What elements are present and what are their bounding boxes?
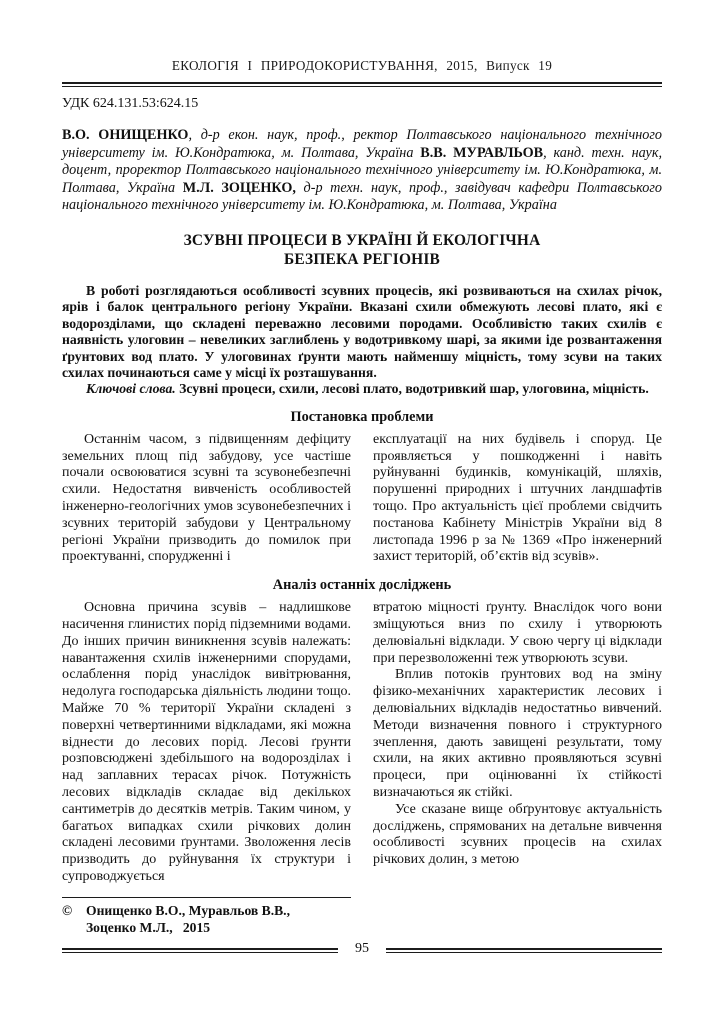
keywords-label: Ключові слова. <box>86 381 176 397</box>
page-number: 95 <box>355 941 369 956</box>
section-heading-recent-research: Аналіз останніх досліджень <box>272 577 452 594</box>
keywords-list: Зсувні процеси, схили, лесові плато, водотривкий шар, улоговина, міцність. <box>175 381 649 397</box>
body-paragraph: експлуатації на них будівель і споруд. Це проявляється у пошкодженні і навіть руйнуванні будинків, комунікацій, шляхів, порушенні природних і штучних ландшафтів тощо. Про актуальність цієї проблеми свідчить постанова Кабінету Міністрів України від 8 листопада 1996 р за № 1369 «Про інженерний захист територій, об’єктів від зсувів». <box>373 431 662 565</box>
body-paragraph: Усе сказане вище обґрунтовує актуальність досліджень, спрямованих на детальне вивчення особливості зсувних процесів на схилах річкових долин, з метою <box>373 801 662 868</box>
author-details: , д-р екон. наук, проф., ректор Полтавського національного технічного університету ім. Ю.Кондратюка, м. Полтава, Україна <box>62 127 662 161</box>
copyright-text <box>86 902 290 937</box>
author-name: М.Л. ЗОЦЕНКО, <box>182 179 296 196</box>
udc-code: УДК 624.131.53:624.15 <box>62 96 199 111</box>
section-recent-research-columns <box>62 600 662 937</box>
author-details: , канд. техн. наук, доцент, проректор Полтавського національного технічного університету ім. Ю.Кондратюка, м. Полтава, Україна <box>62 144 663 196</box>
left-column <box>62 432 351 566</box>
author-name: В.О. ОНИЩЕНКО <box>62 127 189 143</box>
section-heading-problem-statement: Постановка проблеми <box>290 408 434 425</box>
copyright-footnote <box>62 897 351 937</box>
footnote-rule <box>62 897 351 898</box>
left-column <box>62 600 351 937</box>
author-name: В.В. МУРАВЛЬОВ <box>420 144 544 161</box>
body-paragraph: Основна причина зсувів – надлишкове насичення глинистих порід підземними водами. До інших причин виникнення зсувів належать: навантаження схилів інженерними спорудами, ослаблення порід унаслідок вивітрювання, недолуга господарська діяльність людини тощо. Майже 70 % території України складені з поверхні четвертинними відкладами, які можна віднести до лесових порід. Лесові ґрунти розповсюджені здебільшого на водорозділах і над заплавних терасах річок. Потужність лесових відкладів складає від декількох сантиметрів до десятків метрів. Таким чином, у багатьох випадках схили річкових долин складені лесовими ґрунтами. Зволоження лесів призводить до руйнування їх структури і супроводжується <box>62 600 351 884</box>
footer-rule-left-segment <box>62 948 338 953</box>
body-paragraph: Вплив потоків ґрунтових вод на зміну фізико-механічних характеристик лесових і делювіальних відкладів недостатньо вивчений. Методи визначення повного і структурного зчеплення, дають завищені результати, тому схили, на яких активно проявляються зсувні процеси, при оцінюванні їх стійкості визначаються як стійкі. <box>373 667 662 800</box>
copyright-line1: Онищенко В.О., Муравльов В.В., <box>86 902 290 918</box>
authors-block <box>62 127 662 215</box>
right-column <box>373 432 662 566</box>
footnote-body <box>62 902 351 937</box>
author-details: д-р техн. наук, проф., завідувач кафедри Полтавського національного технічного університету ім. Ю.Кондратюка, м. Полтава, Україна <box>62 179 663 214</box>
copyright-line2: Зоценко М.Л., 2015 <box>86 920 211 936</box>
right-column <box>373 600 662 937</box>
keywords-paragraph <box>62 381 662 397</box>
article-title-line1: ЗСУВНІ ПРОЦЕСИ В УКРАЇНІ Й ЕКОЛОГІЧНА <box>183 231 541 249</box>
footer-rule <box>62 942 662 958</box>
abstract-paragraph: В роботі розглядаються особливості зсувних процесів, які розвиваються на схилах річок, ярів і балок центрального регіону України. Вказані схили обмежують лесові плато, які є водорозділами, що складені переважно лесовими породами. Особливістю таких схилів є наявність улоговин – невеликих заглиблень у водотривкому шарі, за якими іде розвантаження ґрунтових вод плато. У улоговинах ґрунти мають найменшу міцність, тому зсуви на таких схилах починаються саме у місці їх розташування. <box>62 282 662 380</box>
copyright-symbol: © <box>62 902 73 918</box>
section-problem-statement-columns <box>62 432 662 566</box>
journal-running-head: ЕКОЛОГІЯ І ПРИРОДОКОРИСТУВАННЯ, 2015, Випуск 19 <box>171 58 553 73</box>
body-paragraph: Останнім часом, з підвищенням дефіциту земельних площ під забудову, усе частіше почали освоюватися зсувні та зсувонебезпечні схили. Недостатня вивченість особливостей інженерно-геологічних умов зсувонебезпечних і зсувних територій забудови у Центральному регіоні України призводить до помилок при проектуванні, спорудженні і <box>62 431 351 565</box>
article-title-line2: БЕЗПЕКА РЕГІОНІВ <box>284 251 440 269</box>
header-double-rule <box>62 82 662 87</box>
body-paragraph: втратою міцності ґрунту. Внаслідок чого вони зміщуються вниз по схилу і утворюють делювіальні відклади. У свою чергу ці відклади при перезволоженні теж утворюють зсуви. <box>373 600 662 666</box>
footer-rule-right-segment <box>386 948 662 953</box>
article-title <box>62 231 662 270</box>
